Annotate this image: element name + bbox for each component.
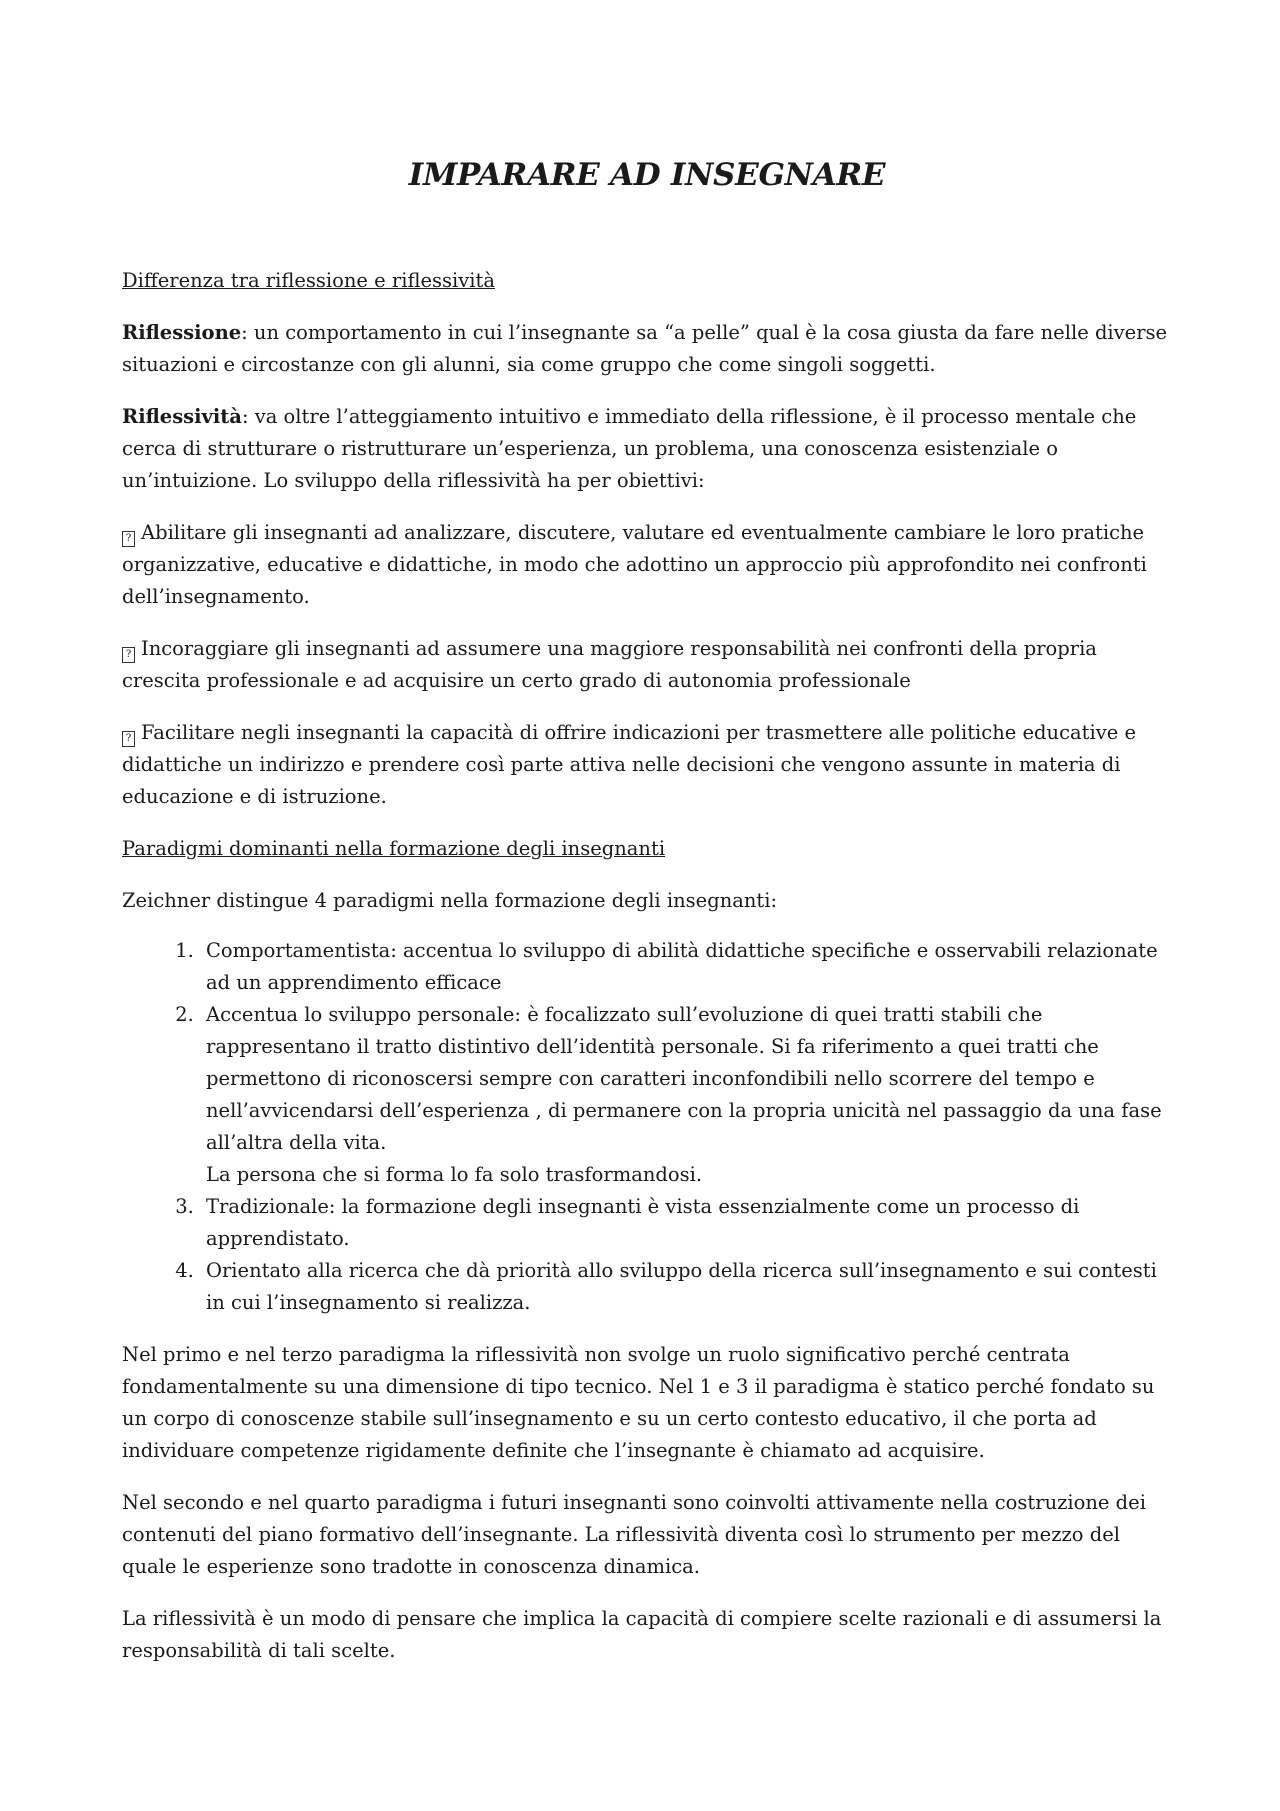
definition-riflessione: : un comportamento in cui l’insegnante sa “a pelle” qual è la cosa giusta da fare nelle diverse situazioni e circostanze con gli alunni, sia come gruppo che come singoli soggetti. xyxy=(122,321,1168,376)
paragraph-riflessione xyxy=(122,317,1172,381)
paradigms-list xyxy=(122,935,1172,1319)
definition-riflessivita: : va oltre l’atteggiamento intuitivo e immediato della riflessione, è il processo mentale che cerca di strutturare o ristrutturare un’esperienza, un problema, una conoscenza esistenziale o un’intuizione. Lo sviluppo della riflessività ha per obiettivi: xyxy=(122,405,1137,492)
term-riflessione: Riflessione xyxy=(122,321,242,344)
bullet-paragraph xyxy=(122,717,1172,813)
paragraph-body: La riflessività è un modo di pensare che implica la capacità di compiere scelte razionali e di assumersi la responsabilità di tali scelte. xyxy=(122,1607,1162,1662)
section-heading-paradigmi: Paradigmi dominanti nella formazione degli insegnanti xyxy=(122,837,666,860)
bullet-paragraph xyxy=(122,517,1172,613)
bullet-text: Incoraggiare gli insegnanti ad assumere una maggiore responsabilità nei confronti della propria crescita professionale e ad acquisire un certo grado di autonomia professionale xyxy=(122,637,1097,692)
list-item xyxy=(200,999,1172,1191)
section-heading-riflessione: Differenza tra riflessione e riflessività xyxy=(122,269,495,292)
list-item-text: Comportamentista: accentua lo sviluppo di abilità didattiche specifiche e osservabili relazionate ad un apprendimento efficace xyxy=(206,939,1158,994)
bullet-glyph-icon: ? xyxy=(122,647,135,663)
bullet-paragraph xyxy=(122,633,1172,697)
document-page xyxy=(122,150,1172,1667)
list-item xyxy=(200,1255,1172,1319)
bullet-glyph-icon: ? xyxy=(122,731,135,747)
paradigms-intro: Zeichner distingue 4 paradigmi nella formazione degli insegnanti: xyxy=(122,889,778,912)
list-item-text: Tradizionale: la formazione degli insegnanti è vista essenzialmente come un processo di apprendistato. xyxy=(206,1195,1080,1250)
list-item-text: Orientato alla ricerca che dà priorità allo sviluppo della ricerca sull’insegnamento e sui contesti in cui l’insegnamento si realizza. xyxy=(206,1259,1157,1314)
paragraph-body: Nel secondo e nel quarto paradigma i futuri insegnanti sono coinvolti attivamente nella costruzione dei contenuti del piano formativo dell’insegnante. La riflessività diventa così lo strumento per mezzo del quale le esperienze sono tradotte in conoscenza dinamica. xyxy=(122,1491,1146,1578)
document-title: IMPARARE AD INSEGNARE xyxy=(408,157,886,193)
list-item-extra: La persona che si forma lo fa solo trasformandosi. xyxy=(206,1163,703,1186)
bullet-text: Facilitare negli insegnanti la capacità di offrire indicazioni per trasmettere alle politiche educative e didattiche un indirizzo e prendere così parte attiva nelle decisioni che vengono assunte in materia di educazione e di istruzione. xyxy=(122,721,1137,808)
paragraph-riflessivita xyxy=(122,401,1172,497)
bullet-glyph-icon: ? xyxy=(122,531,135,547)
bullet-text: Abilitare gli insegnanti ad analizzare, discutere, valutare ed eventualmente cambiare le loro pratiche organizzative, educative e didattiche, in modo che adottino un approccio più approfondito nei confronti dell’insegnamento. xyxy=(122,521,1147,608)
list-item xyxy=(200,935,1172,999)
term-riflessivita: Riflessività xyxy=(122,405,242,428)
paragraph-body: Nel primo e nel terzo paradigma la riflessività non svolge un ruolo significativo perché centrata fondamentalmente su una dimensione di tipo tecnico. Nel 1 e 3 il paradigma è statico perché fondato su un corpo di conoscenze stabile sull’insegnamento e su un certo contesto educativo, il che porta ad individuare competenze rigidamente definite che l’insegnante è chiamato ad acquisire. xyxy=(122,1343,1155,1462)
list-item xyxy=(200,1191,1172,1255)
list-item-text: Accentua lo sviluppo personale: è focalizzato sull’evoluzione di quei tratti stabili che rappresentano il tratto distintivo dell’identità personale. Si fa riferimento a quei tratti che permettono di riconoscersi sempre con caratteri inconfondibili nello scorrere del tempo e nell’avvicendarsi dell’esperienza , di permanere con la propria unicità nel passaggio da una fase all’altra della vita. xyxy=(206,1003,1162,1154)
